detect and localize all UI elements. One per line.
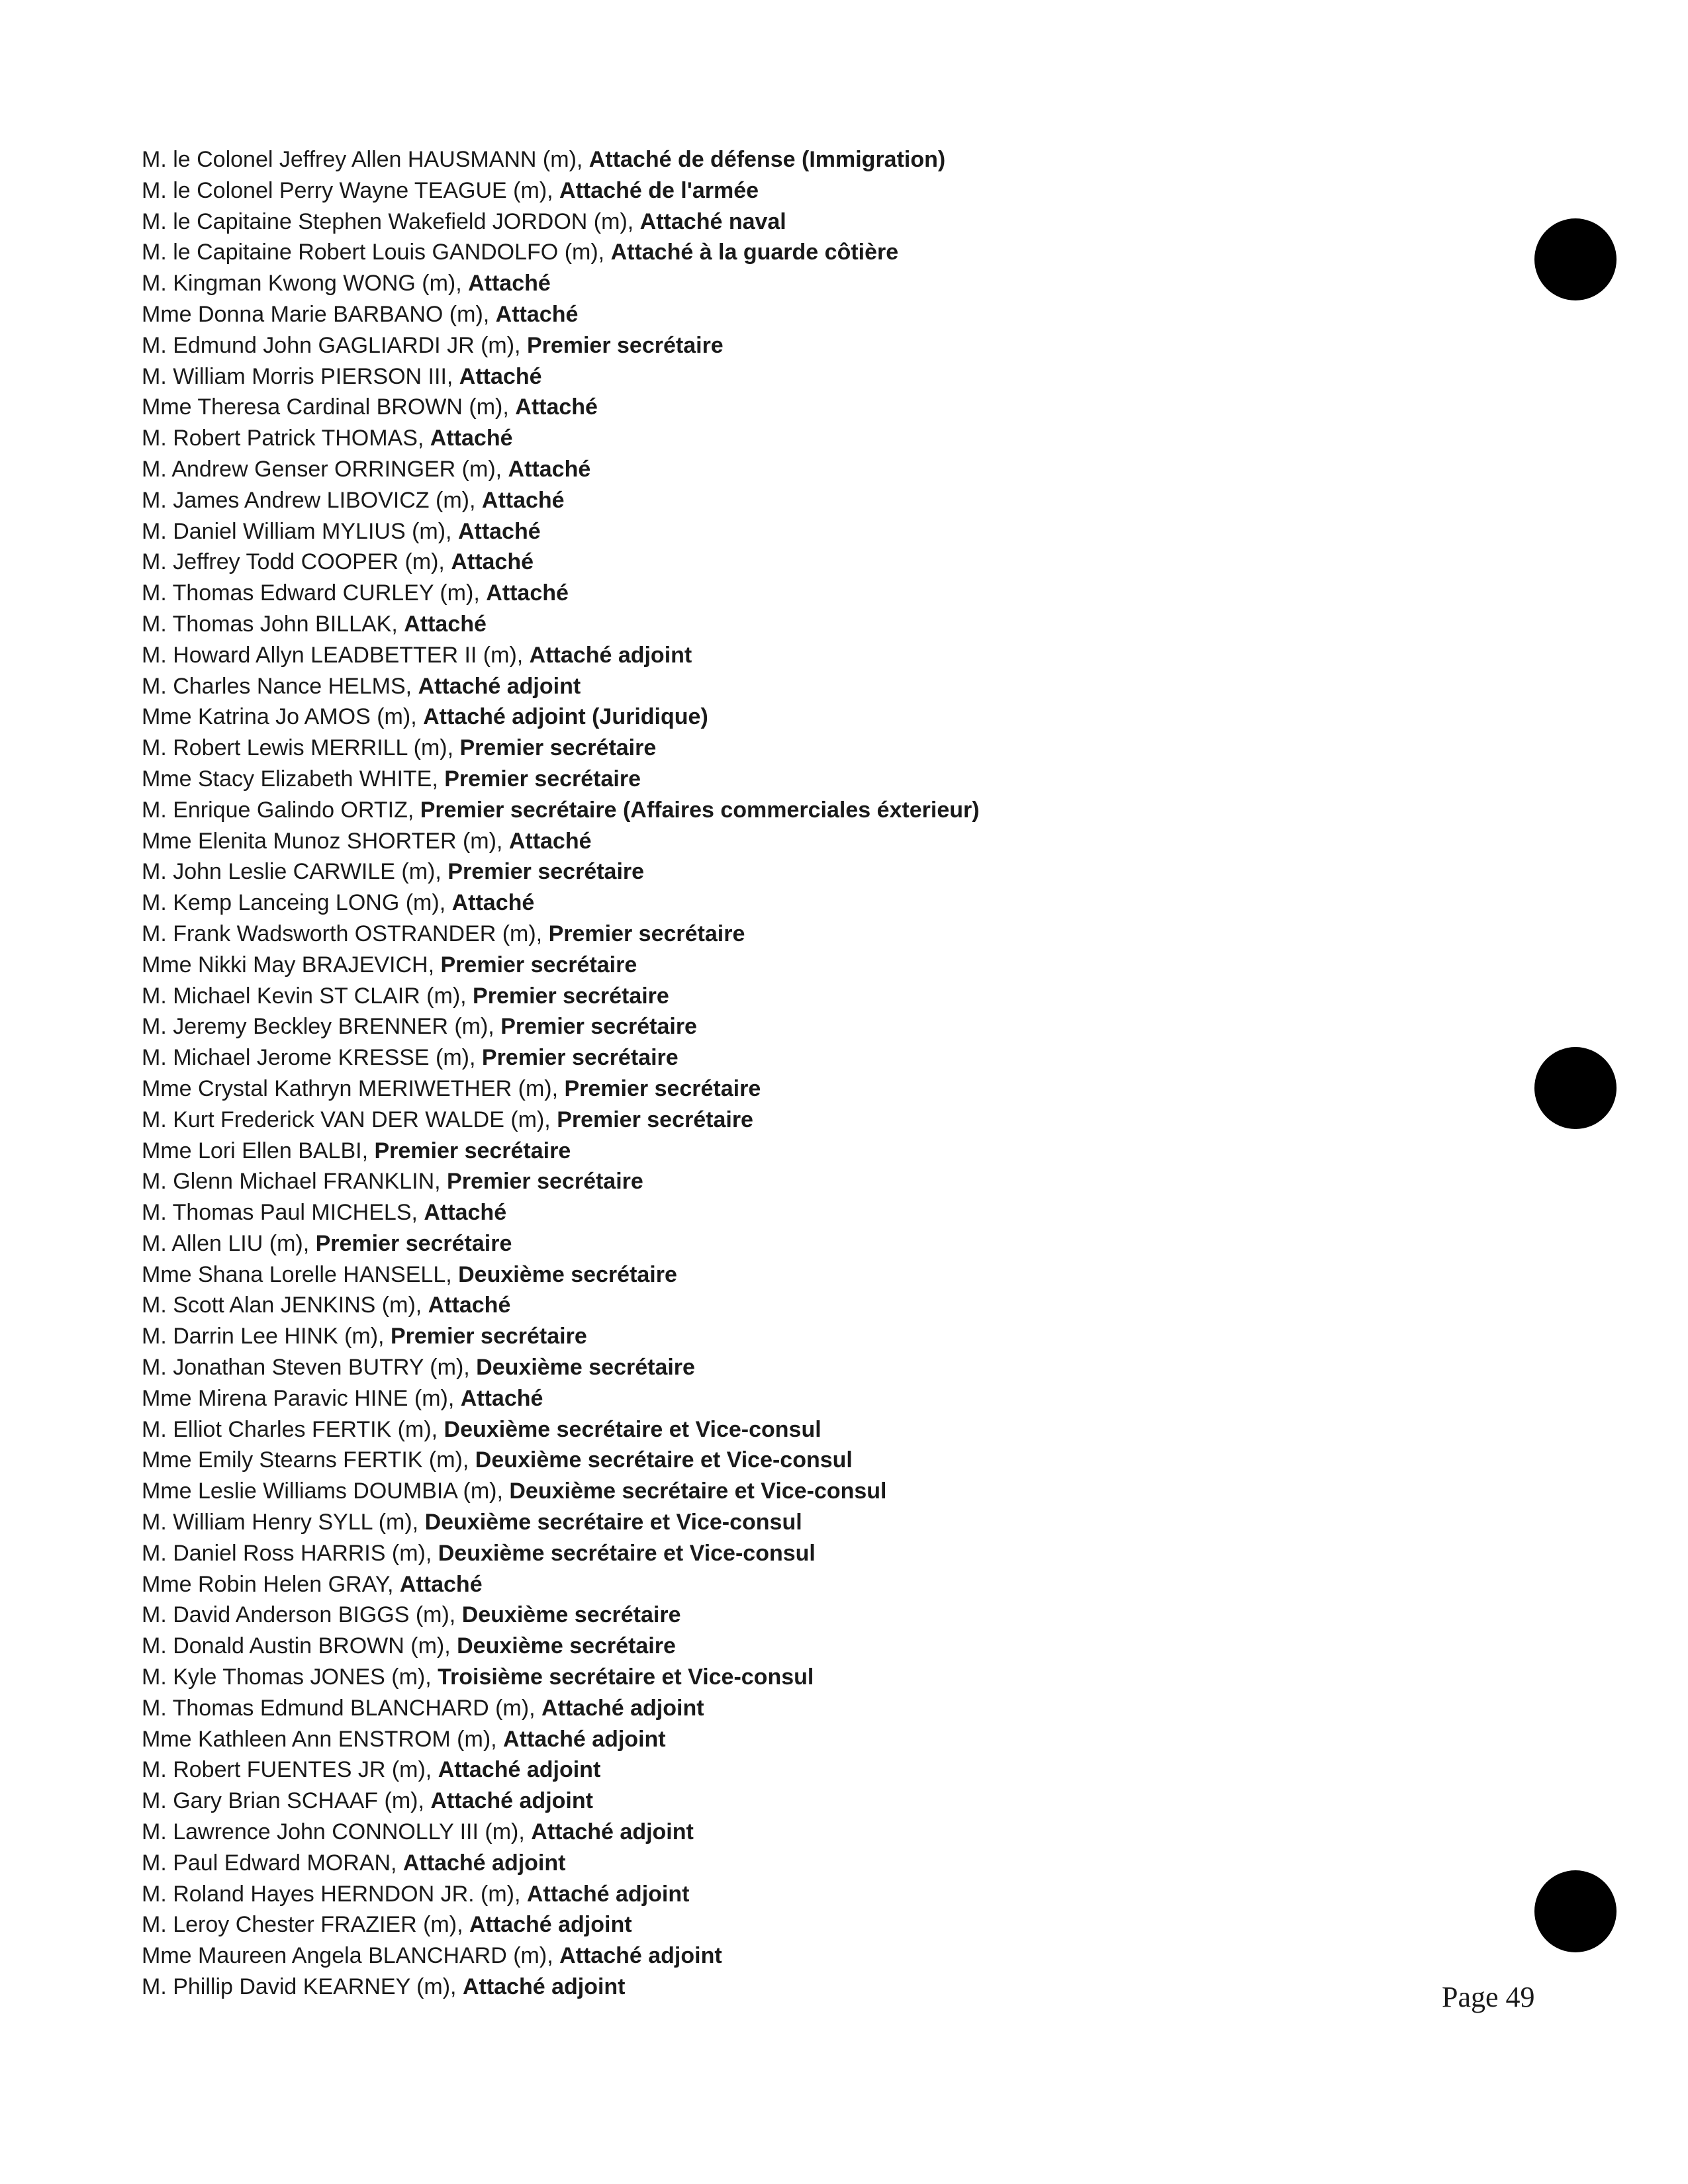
person-name: M. Allen LIU (m), <box>142 1230 316 1256</box>
person-title: Attaché à la guarde côtière <box>610 240 899 265</box>
list-item <box>142 609 980 640</box>
person-title: Attaché <box>508 456 591 482</box>
person-title: Deuxième secrétaire <box>458 1261 677 1287</box>
person-title: Attaché <box>460 1385 543 1411</box>
personnel-list <box>142 144 980 2003</box>
person-title: Attaché <box>481 487 565 513</box>
person-name: M. Robert FUENTES JR (m), <box>142 1757 438 1783</box>
person-name: M. David Anderson BIGGS (m), <box>142 1602 462 1628</box>
person-title: Attaché <box>399 1571 483 1597</box>
person-name: M. Andrew Genser ORRINGER (m), <box>142 456 508 482</box>
punch-hole-bottom <box>1534 1870 1617 1952</box>
list-item <box>142 1166 980 1197</box>
person-name: M. Howard Allyn LEADBETTER II (m), <box>142 642 530 668</box>
person-name: M. Kemp Lanceing LONG (m), <box>142 890 452 916</box>
person-name: M. Thomas Paul MICHELS, <box>142 1200 424 1226</box>
list-item <box>142 826 980 857</box>
person-name: M. James Andrew LIBOVICZ (m), <box>142 487 482 513</box>
person-name: M. Glenn Michael FRANKLIN, <box>142 1169 447 1195</box>
list-item <box>142 1879 980 1910</box>
person-name: M. Michael Jerome KRESSE (m), <box>142 1045 482 1071</box>
list-item <box>142 392 980 423</box>
list-item <box>142 1817 980 1848</box>
person-title: Attaché <box>508 828 592 854</box>
person-title: Premier secrétaire <box>447 1169 643 1195</box>
list-item <box>142 981 980 1012</box>
person-name: M. Frank Wadsworth OSTRANDER (m), <box>142 921 549 946</box>
person-title: Attaché adjoint <box>541 1695 704 1721</box>
person-name: M. Edmund John GAGLIARDI JR (m), <box>142 332 527 358</box>
list-item <box>142 1228 980 1259</box>
person-title: Premier secrétaire <box>459 735 657 761</box>
person-title: Attaché naval <box>639 208 786 234</box>
person-title: Attaché <box>457 518 541 544</box>
list-item <box>142 1940 980 1972</box>
person-title: Premier secrétaire <box>473 983 669 1009</box>
person-title: Attaché <box>495 301 579 327</box>
person-name: Mme Elenita Munoz SHORTER (m), <box>142 828 509 854</box>
person-name: Mme Stacy Elizabeth WHITE, <box>142 766 445 792</box>
person-title: Attaché de défense (Immigration) <box>588 147 946 172</box>
list-item <box>142 1414 980 1445</box>
person-title: Attaché <box>404 611 487 637</box>
person-name: Mme Robin Helen GRAY, <box>142 1571 400 1597</box>
list-item <box>142 1197 980 1228</box>
person-title: Attaché <box>430 426 513 451</box>
person-name: M. Paul Edward MORAN, <box>142 1850 403 1876</box>
person-name: M. Kingman Kwong WONG (m), <box>142 271 469 296</box>
person-name: M. Phillip David KEARNEY (m), <box>142 1974 463 2000</box>
list-item <box>142 1136 980 1167</box>
person-title: Attaché adjoint <box>418 673 581 699</box>
person-name: M. Michael Kevin ST CLAIR (m), <box>142 983 473 1009</box>
page-number: Page 49 <box>1442 1981 1535 2013</box>
list-item <box>142 1011 980 1042</box>
person-name: Mme Maureen Angela BLANCHARD (m), <box>142 1943 560 1969</box>
person-title: Troisième secrétaire et Vice-consul <box>438 1664 814 1690</box>
person-name: Mme Katrina Jo AMOS (m), <box>142 704 424 730</box>
person-title: Attaché <box>451 549 534 575</box>
person-title: Premier secrétaire <box>557 1107 753 1132</box>
person-name: M. le Colonel Jeffrey Allen HAUSMANN (m), <box>142 147 589 172</box>
person-title: Attaché adjoint <box>430 1788 593 1814</box>
person-title: Premier secrétaire <box>440 952 637 978</box>
list-item <box>142 578 980 609</box>
person-title: Deuxième secrétaire <box>461 1602 681 1628</box>
person-title: Deuxième secrétaire et Vice-consul <box>424 1510 802 1535</box>
person-name: M. Lawrence John CONNOLLY III (m), <box>142 1819 532 1845</box>
list-item <box>142 1445 980 1476</box>
list-item <box>142 1042 980 1073</box>
person-title: Premier secrétaire <box>526 332 724 358</box>
person-name: Mme Mirena Paravic HINE (m), <box>142 1385 461 1411</box>
person-name: M. Gary Brian SCHAAF (m), <box>142 1788 431 1814</box>
person-name: M. Thomas Edward CURLEY (m), <box>142 580 487 606</box>
person-name: M. Jeremy Beckley BRENNER (m), <box>142 1014 501 1040</box>
person-name: M. Thomas Edmund BLANCHARD (m), <box>142 1695 541 1721</box>
list-item <box>142 1105 980 1136</box>
list-item <box>142 330 980 361</box>
person-title: Deuxième secrétaire <box>476 1355 695 1381</box>
list-item <box>142 1909 980 1940</box>
list-item <box>142 423 980 454</box>
person-name: Mme Leslie Williams DOUMBIA (m), <box>142 1479 510 1504</box>
person-title: Deuxième secrétaire et Vice-consul <box>509 1479 887 1504</box>
person-name: M. Jonathan Steven BUTRY (m), <box>142 1355 477 1381</box>
person-name: M. le Colonel Perry Wayne TEAGUE (m), <box>142 177 560 203</box>
person-name: M. le Capitaine Stephen Wakefield JORDON (m), <box>142 208 640 234</box>
person-title: Attaché <box>424 1200 507 1226</box>
list-item <box>142 144 980 175</box>
list-item <box>142 454 980 485</box>
person-title: Premier secrétaire <box>374 1138 571 1163</box>
list-item <box>142 640 980 671</box>
list-item <box>142 950 980 981</box>
person-title: Attaché adjoint <box>469 1912 632 1938</box>
person-title: Premier secrétaire <box>564 1075 761 1101</box>
list-item <box>142 175 980 206</box>
list-item <box>142 206 980 238</box>
person-title: Attaché adjoint <box>462 1974 626 2000</box>
person-title: Attaché adjoint <box>559 1943 722 1969</box>
person-title: Premier secrétaire <box>444 766 641 792</box>
list-item <box>142 733 980 764</box>
person-name: Mme Lori Ellen BALBI, <box>142 1138 375 1163</box>
list-item <box>142 671 980 702</box>
person-title: Premier secrétaire <box>548 921 745 946</box>
person-title: Attaché <box>428 1293 511 1318</box>
list-item <box>142 1476 980 1507</box>
person-name: M. Daniel Ross HARRIS (m), <box>142 1540 438 1566</box>
person-title: Attaché de l'armée <box>559 177 759 203</box>
person-title: Attaché adjoint <box>503 1726 666 1752</box>
person-title: Premier secrétaire <box>481 1045 679 1071</box>
person-title: Premier secrétaire <box>390 1324 587 1349</box>
person-name: M. Robert Lewis MERRILL (m), <box>142 735 460 761</box>
person-name: M. Darrin Lee HINK (m), <box>142 1324 391 1349</box>
person-title: Attaché adjoint <box>402 1850 566 1876</box>
list-item <box>142 887 980 919</box>
list-item <box>142 795 980 826</box>
person-name: M. Daniel William MYLIUS (m), <box>142 518 458 544</box>
person-name: M. Scott Alan JENKINS (m), <box>142 1293 428 1318</box>
list-item <box>142 268 980 299</box>
person-name: M. Kyle Thomas JONES (m), <box>142 1664 438 1690</box>
list-item <box>142 764 980 795</box>
list-item <box>142 516 980 547</box>
list-item <box>142 1754 980 1786</box>
person-name: M. John Leslie CARWILE (m), <box>142 859 448 885</box>
person-name: M. Jeffrey Todd COOPER (m), <box>142 549 451 575</box>
person-name: M. Thomas John BILLAK, <box>142 611 404 637</box>
person-title: Attaché adjoint <box>526 1881 690 1907</box>
person-name: Mme Nikki May BRAJEVICH, <box>142 952 441 978</box>
person-name: M. Charles Nance HELMS, <box>142 673 418 699</box>
list-item <box>142 1848 980 1879</box>
person-name: M. William Henry SYLL (m), <box>142 1510 425 1535</box>
person-name: M. William Morris PIERSON III, <box>142 363 459 389</box>
list-item <box>142 1724 980 1755</box>
person-title: Deuxième secrétaire <box>457 1633 676 1659</box>
person-name: Mme Crystal Kathryn MERIWETHER (m), <box>142 1075 565 1101</box>
list-item <box>142 856 980 887</box>
person-title: Attaché adjoint <box>529 642 692 668</box>
person-name: Mme Theresa Cardinal BROWN (m), <box>142 394 516 420</box>
list-item <box>142 702 980 733</box>
list-item <box>142 1786 980 1817</box>
person-name: M. Enrique Galindo ORTIZ, <box>142 797 420 823</box>
person-title: Premier secrétaire (Affaires commerciales éxterieur) <box>420 797 980 823</box>
person-title: Premier secrétaire <box>447 859 645 885</box>
person-title: Deuxième secrétaire et Vice-consul <box>438 1540 816 1566</box>
person-title: Attaché adjoint <box>438 1757 601 1783</box>
person-title: Attaché adjoint (Juridique) <box>423 704 708 730</box>
list-item <box>142 1507 980 1538</box>
list-item <box>142 1073 980 1105</box>
list-item <box>142 1569 980 1600</box>
list-item <box>142 1600 980 1631</box>
person-title: Premier secrétaire <box>500 1014 697 1040</box>
list-item <box>142 547 980 578</box>
list-item <box>142 1538 980 1569</box>
person-title: Attaché <box>515 394 598 420</box>
person-title: Attaché <box>486 580 569 606</box>
list-item <box>142 1631 980 1662</box>
person-name: M. Kurt Frederick VAN DER WALDE (m), <box>142 1107 557 1132</box>
person-title: Attaché <box>468 271 551 296</box>
list-item <box>142 1662 980 1693</box>
punch-hole-middle <box>1534 1047 1617 1129</box>
person-title: Deuxième secrétaire et Vice-consul <box>444 1416 821 1442</box>
list-item <box>142 237 980 268</box>
person-name: M. Leroy Chester FRAZIER (m), <box>142 1912 469 1938</box>
list-item <box>142 1972 980 2003</box>
person-name: M. Elliot Charles FERTIK (m), <box>142 1416 444 1442</box>
person-name: M. Donald Austin BROWN (m), <box>142 1633 457 1659</box>
person-name: M. Robert Patrick THOMAS, <box>142 426 430 451</box>
person-title: Deuxième secrétaire et Vice-consul <box>475 1447 853 1473</box>
person-title: Premier secrétaire <box>315 1230 512 1256</box>
person-title: Attaché adjoint <box>531 1819 694 1845</box>
person-name: Mme Donna Marie BARBANO (m), <box>142 301 496 327</box>
list-item <box>142 485 980 516</box>
list-item <box>142 919 980 950</box>
person-name: Mme Kathleen Ann ENSTROM (m), <box>142 1726 504 1752</box>
person-name: M. Roland Hayes HERNDON JR. (m), <box>142 1881 527 1907</box>
person-title: Attaché <box>451 890 535 916</box>
punch-hole-top <box>1534 218 1617 300</box>
list-item <box>142 1352 980 1383</box>
person-name: Mme Emily Stearns FERTIK (m), <box>142 1447 475 1473</box>
list-item <box>142 1259 980 1291</box>
person-name: M. le Capitaine Robert Louis GANDOLFO (m), <box>142 240 611 265</box>
person-name: Mme Shana Lorelle HANSELL, <box>142 1261 459 1287</box>
list-item <box>142 299 980 330</box>
list-item <box>142 1321 980 1352</box>
list-item <box>142 1693 980 1724</box>
person-title: Attaché <box>459 363 542 389</box>
list-item <box>142 1383 980 1414</box>
list-item <box>142 1290 980 1321</box>
list-item <box>142 361 980 392</box>
